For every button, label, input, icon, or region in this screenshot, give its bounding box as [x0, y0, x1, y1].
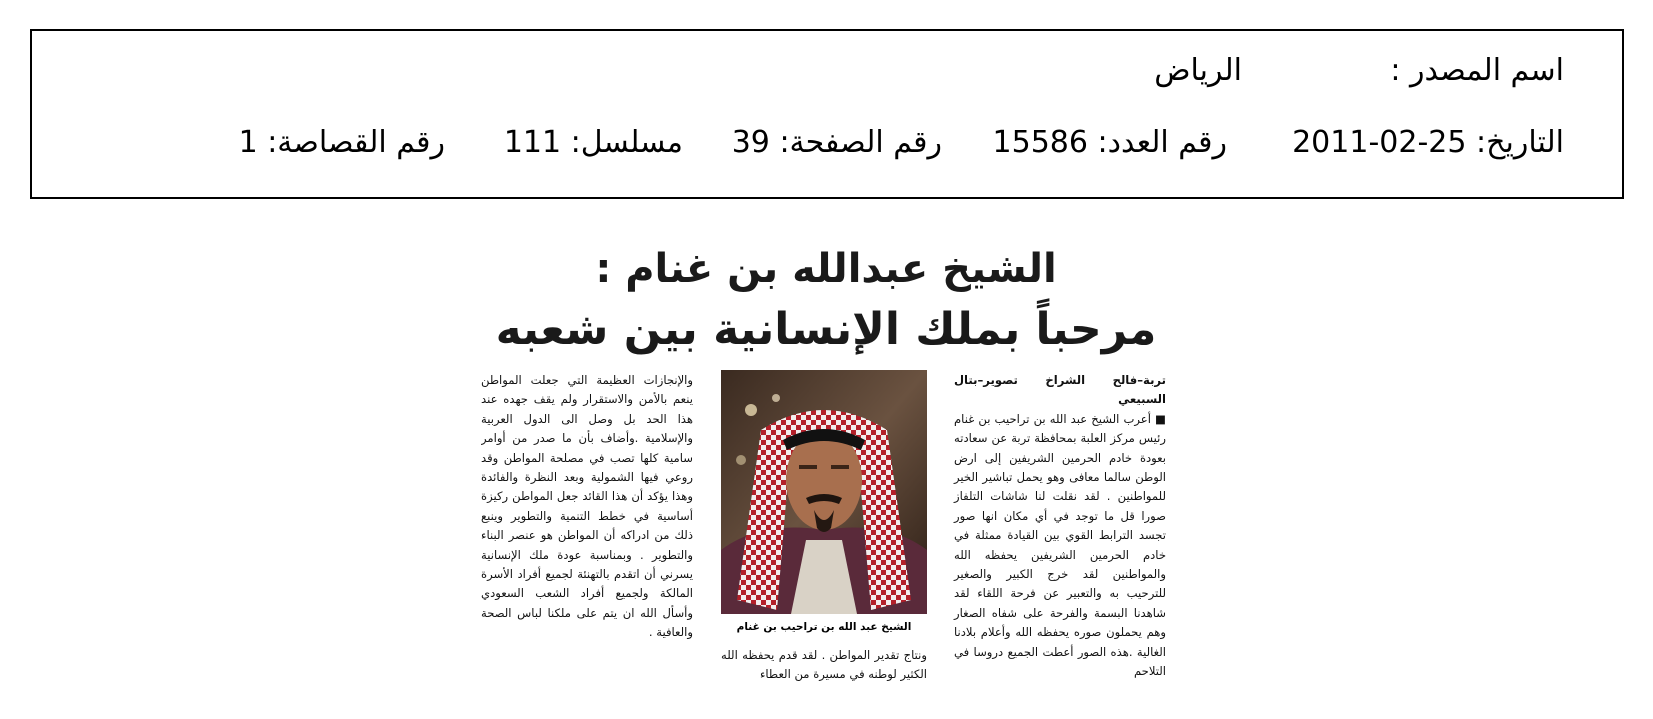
article-column-right [954, 371, 1166, 682]
newspaper-clipping [481, 235, 1171, 701]
headline-line-1: الشيخ عبدالله بن غنام : [595, 246, 1057, 292]
portrait-photo [721, 370, 927, 614]
serial-field: مسلسل: 111 [503, 125, 683, 160]
metadata-box [30, 29, 1624, 199]
source-label: اسم المصدر : [1390, 53, 1564, 88]
clip-number-field: رقم القصاصة: 1 [238, 125, 445, 160]
portrait-illustration [721, 370, 927, 614]
article-column-left: والإنجازات العظيمة التي جعلت المواطن ينعم بالأمن والاستقرار ولم يقف جهده عند هذا الحد بل وصل الى الدول العربية والإسلامية .وأضاف بأن ما صدر من أوامر سامية كلها تصب في مصلحة المواطن وقد روعي فيها الشمولية وبعد النظرة والفائدة وهذا يؤكد أن هذا القائد جعل المواطن ركيزة أساسية في خطط التنمية والتطوير وينبع ذلك من ادراكه أن المواطن هو عنصر البناء والتطوير . وبمناسبة عودة ملك الإنسانية يسرني أن اتقدم بالتهنئة لجميع أفراد الأسرة المالكة ولجميع أفراد الشعب السعودي وأسأل الله ان يتم على ملكنا لباس الصحة والعافية . [481, 373, 693, 640]
headline-line-2: مرحباً بملك الإنسانية بين شعبه [495, 304, 1157, 355]
issue-number-field: رقم العدد: 15586 [992, 125, 1227, 160]
article-column-middle: ونتاج تقدير المواطن . لقد قدم يحفظه الله الكثير لوطنه في مسيرة من العطاء [721, 648, 927, 682]
page-number-field: رقم الصفحة: 39 [731, 125, 942, 160]
article-text-right: ■ أعرب الشيخ عبد الله بن تراحيب بن غنام رئيس مركز العلبة بمحافظة تربة عن سعادته بعودة خادم الحرمين الشريفين إلى ارض الوطن سالما معافى وهو يحمل تباشير الخير للمواطنين . لقد نقلت لنا شاشات التلفاز صورا قل ما توجد في أي مكان انها صور تجسد الترابط القوي بين القيادة ممثلة في خادم الحرمين الشريفين يحفظه الله والمواطنين لقد خرج الكبير والصغير للترحيب به والتعبير عن فرحة اللقاء لقد شاهدنا البسمة والفرحة على شفاه الصغار وهم يحملون صوره يحفظه الله وأعلام بلادنا الغالية .هذه الصور أعطت الجميع دروسا في التلاحم [954, 411, 1166, 679]
photo-credit: تربة–فالح الشراخ تصوير–بتال السبيعي [954, 373, 1166, 407]
photo-caption: الشيخ عبد الله بن تراحيب بن غنام [736, 621, 912, 633]
date-field: التاريخ: 25-02-2011 [1292, 125, 1564, 160]
source-value: الرياض [1154, 53, 1242, 88]
